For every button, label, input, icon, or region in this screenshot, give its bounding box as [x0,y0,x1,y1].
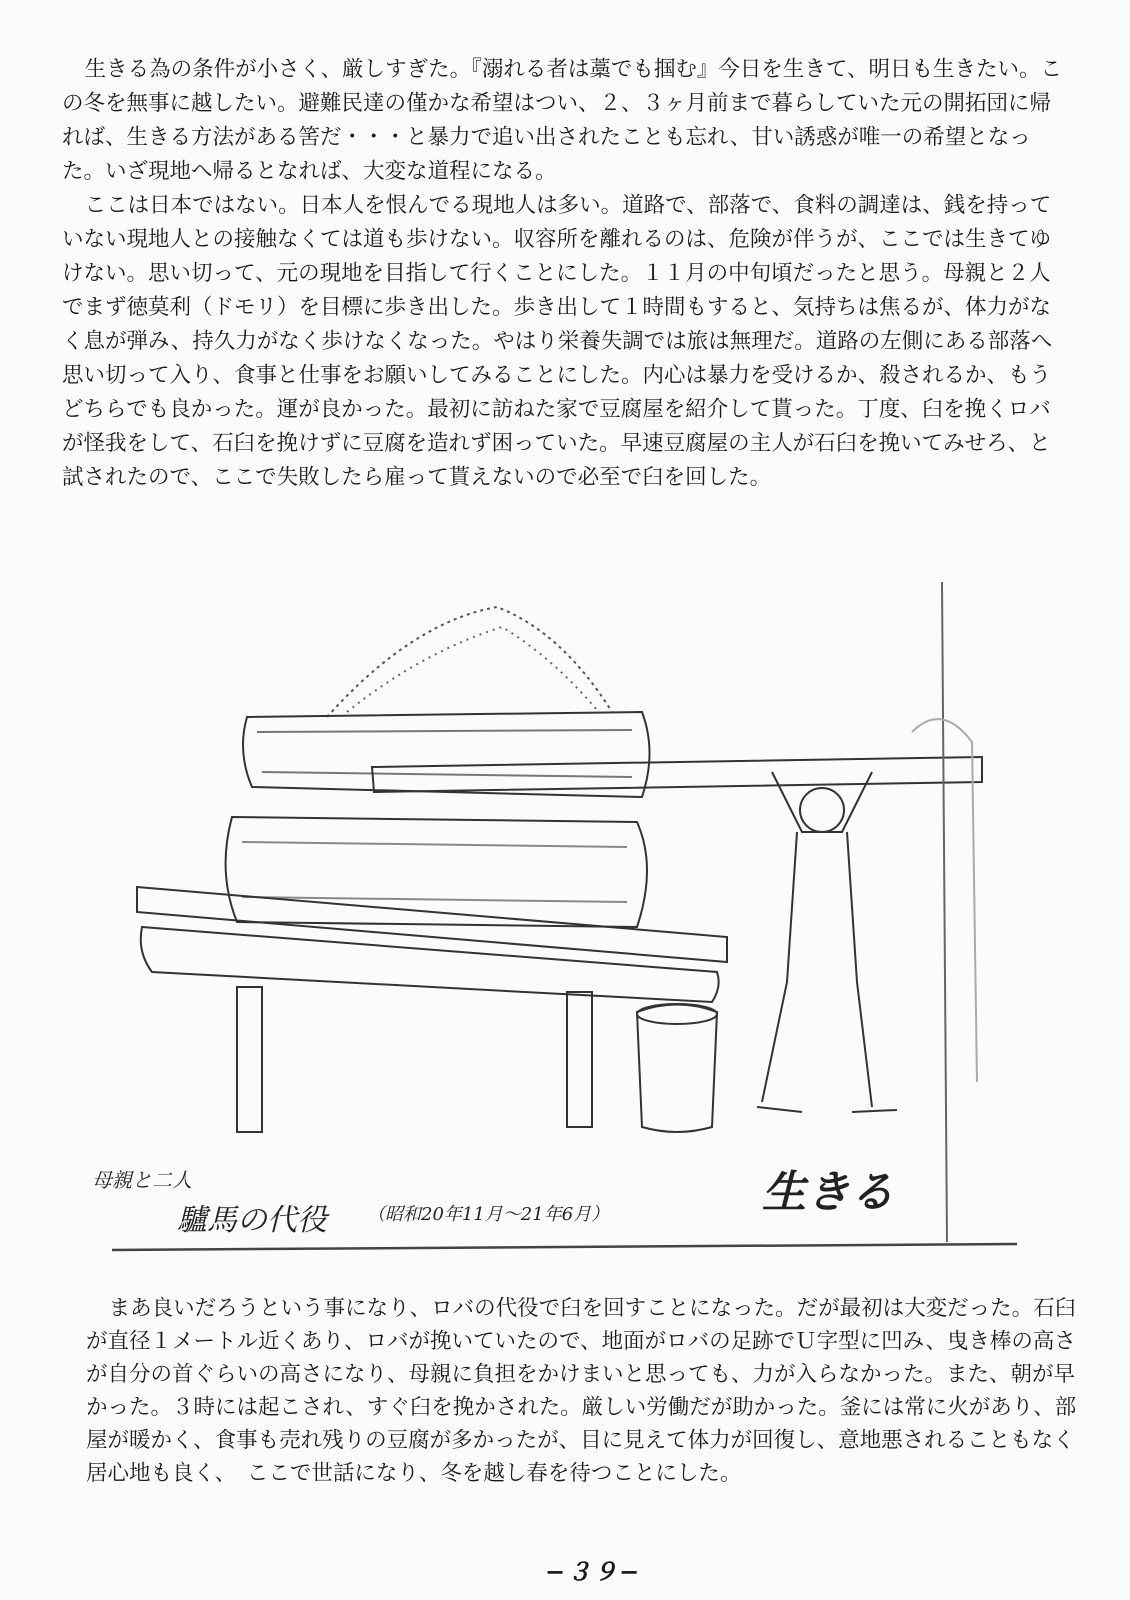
paragraph: まあ良いだろうという事になり、ロバの代役で臼を回すことになった。だが最初は大変だった。石臼が直径１メートル近くあり、ロバが挽いていたので、地面がロバの足跡でＵ字型に凹み、曳き棒の高さが自分の首ぐらいの高さになり、母親に負担をかけまいと思っても、力が入らなかった。また、朝が早かった。３時には起こされ、すぐ臼を挽かされた。厳しい労働だが助かった。釜には常に火があり、部屋が暖かく、食事も売れ残りの豆腐が多かったが、目に見えて体力が回復し、意地悪されることもなく居心地も良く、 ここで世話になり、冬を越し春を待つことにした。 [86,1296,1077,1486]
body-text-bottom [86,1292,1081,1490]
caption-line1: 母親と二人 [92,1168,192,1192]
page-number: −３９− [545,1557,642,1586]
caption-main: 驢馬の代役 [177,1203,327,1238]
caption-date: （昭和20年11月〜21年6月） [367,1204,610,1225]
body-text-top [62,53,1067,495]
pencil-drawing [92,582,1027,1272]
paragraph: ここは日本ではない。日本人を恨んでる現地人は多い。道路で、部落で、食料の調達は、銭を持っていない現地人との接触なくては道も歩けない。収容所を離れるのは、危険が伴うが、ここでは生きてゆけない。思い切って、元の現地を目指して行くことにした。１１月の中旬頃だったと思う。母親と２人でまず徳莫利（ドモリ）を目標に歩き出した。歩き出して１時間もすると、気持ちは焦るが、体力がなく息が弾み、持久力がなく歩けなくなった。やはり栄養失調では旅は無理だ。道路の左側にある部落へ思い切って入り、食事と仕事をお願いしてみることにした。内心は暴力を受けるか、殺されるか、もうどちらでも良かった。運が良かった。最初に訪ねた家で豆腐屋を紹介して貰った。丁度、臼を挽くロバが怪我をして、石臼を挽けずに豆腐を造れず困っていた。早速豆腐屋の主人が石臼を挽いてみせろ、と試されたので、ここで失敗したら雇って貰えないので必至で臼を回した。 [62,193,1053,490]
millstone-illustration [92,582,1027,1272]
paragraph: 生きる為の条件が小さく、厳しすぎた。『溺れる者は藁でも掴む』今日を生きて、明日も生きたい。この冬を無事に越したい。避難民達の僅かな希望はつい、２、３ヶ月前まで暮らしていた元の開拓団に帰れば、生きる方法がある筈だ・・・と暴力で追い出されたことも忘れ、甘い誘惑が唯一の希望となった。いざ現地へ帰るとなれば、大変な道程になる。 [62,57,1062,184]
caption-title: 生きる [762,1167,894,1218]
